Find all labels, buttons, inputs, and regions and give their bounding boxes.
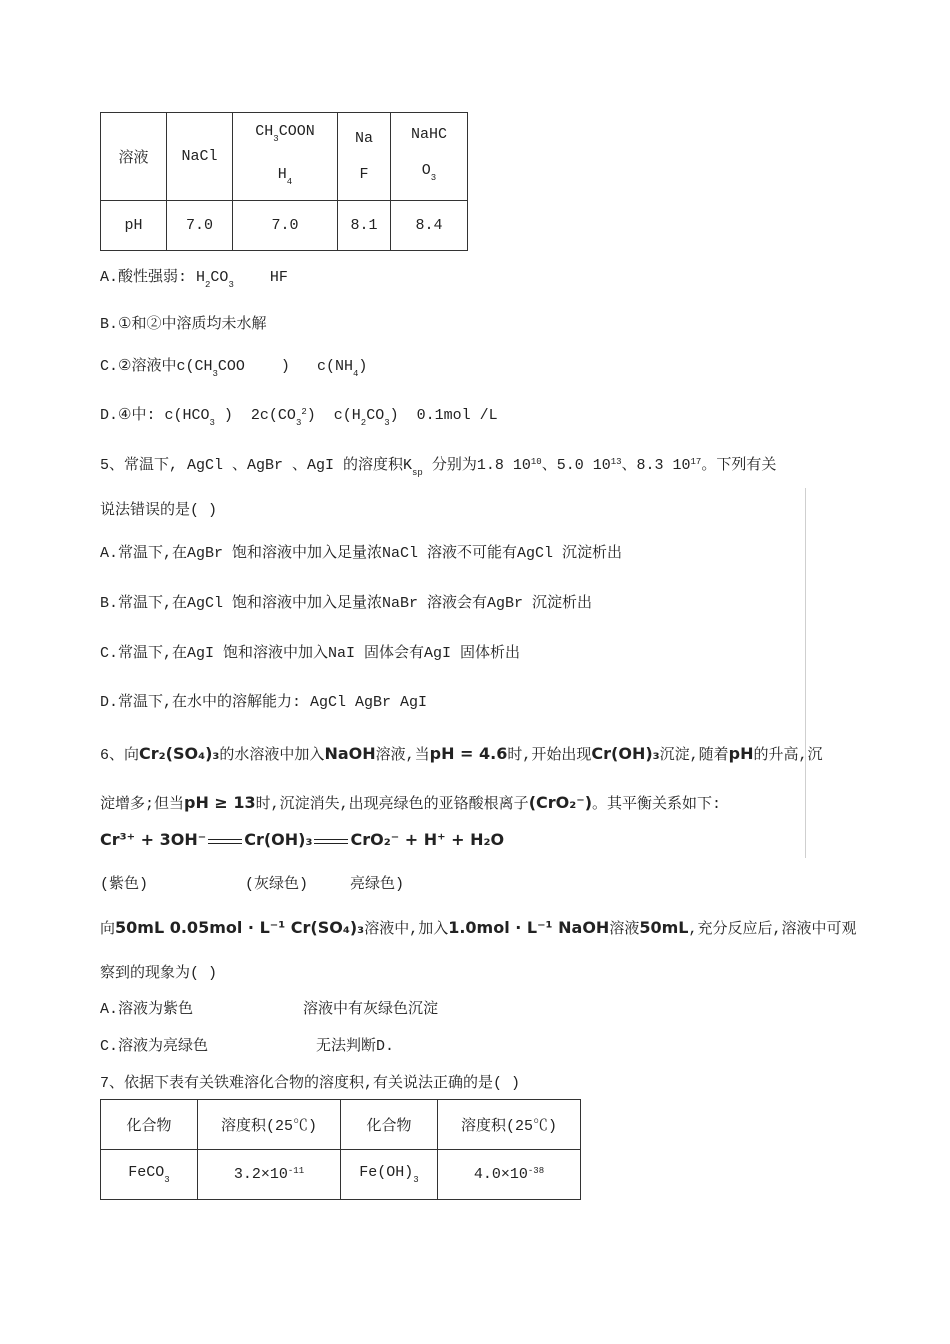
margin-line	[805, 488, 806, 858]
solubility-table	[100, 1099, 581, 1200]
q6-option-d: 无法判断D.	[316, 1038, 395, 1055]
q6-line1: 6、向Cr₂(SO₄)₃的水溶液中加入NaOH溶液,当pH = 4.6时,开始出现Cr(OH)₃沉淀,随着pH的升高,沉	[100, 744, 823, 764]
header-ksp-1: 溶度积(25℃)	[198, 1100, 341, 1150]
q5-option-c: C.常温下,在AgI 饱和溶液中加入NaI 固体会有AgI 固体析出	[100, 645, 521, 662]
q6-option-b: 溶液中有灰绿色沉淀	[303, 1001, 439, 1018]
ph-naf: 8.1	[338, 201, 391, 251]
q6-option-c: C.溶液为亮绿色	[100, 1038, 209, 1055]
q4-option-b: B.①和②中溶质均未水解	[100, 316, 267, 333]
equilibrium-arrow-icon	[314, 837, 348, 845]
header-ksp-2: 溶度积(25℃)	[438, 1100, 581, 1150]
header-ch3coonh4: $CH_3COON$ $H_4$	[233, 113, 338, 201]
q6-line4: 察到的现象为( )	[100, 965, 218, 982]
ph-nacl: 7.0	[167, 201, 233, 251]
q5-option-d: D.常温下,在水中的溶解能力: AgCl AgBr AgI	[100, 694, 428, 711]
color-purple: (紫色)	[100, 876, 149, 893]
q5-stem-line2: 说法错误的是( )	[100, 502, 218, 519]
q6-line2: 淀增多;但当pH ≥ 13时,沉淀消失,出现亮绿色的亚铬酸根离子(CrO₂⁻)。其平衡关系如下:	[100, 793, 722, 813]
q6-equilibrium: Cr³⁺ + 3OH⁻ Cr(OH)₃ CrO₂⁻ + H⁺ + H₂O	[100, 830, 505, 849]
cell-feoh3: $Fe(OH)_3$	[341, 1150, 438, 1200]
equilibrium-arrow-icon	[208, 837, 242, 845]
q5-stem: 5、常温下, AgCl 、AgBr 、AgI 的溶度积$K_{sp}$ 分别为1.8 $10^{10}$、5.0 $10^{13}$、8.3 $10^{17}$。下列有关	[100, 457, 777, 478]
cell-feoh3-ksp: $4.0\times 10^{-38}$	[438, 1150, 581, 1200]
header-compound-2: 化合物	[341, 1100, 438, 1150]
ph-ch3coonh4: 7.0	[233, 201, 338, 251]
q7-stem: 7、依据下表有关铁难溶化合物的溶度积,有关说法正确的是( )	[100, 1075, 521, 1092]
header-solution: 溶液	[101, 113, 167, 201]
header-nahco3: NaHC $O_3$	[391, 113, 468, 201]
q4-option-d: D.④中: $c(HCO_3$ ) $2c(CO_3^2)$ $c(H_2CO_3)$ 0.1mol /L	[100, 407, 498, 428]
ph-nahco3: 8.4	[391, 201, 468, 251]
q5-option-a: A.常温下,在AgBr 饱和溶液中加入足量浓NaCl 溶液不可能有AgCl 沉淀析出	[100, 545, 623, 562]
ph-table	[100, 112, 468, 251]
color-gray-green: (灰绿色)	[245, 876, 309, 893]
header-nacl: NaCl	[167, 113, 233, 201]
q6-option-a: A.溶液为紫色	[100, 1001, 194, 1018]
color-bright-green: 亮绿色)	[350, 876, 405, 893]
q4-option-c: C.②溶液中$c(CH_3COO$ ) $c(NH_4)$	[100, 358, 368, 379]
q4-option-a: A.酸性强弱: $H_2CO_3$ HF	[100, 269, 288, 290]
cell-feco3: FeCO$_3$	[101, 1150, 198, 1200]
header-naf: Na F	[338, 113, 391, 201]
header-compound-1: 化合物	[101, 1100, 198, 1150]
row-label-ph: pH	[101, 201, 167, 251]
q5-option-b: B.常温下,在AgCl 饱和溶液中加入足量浓NaBr 溶液会有AgBr 沉淀析出	[100, 595, 593, 612]
cell-feco3-ksp: $3.2\times 10^{-11}$	[198, 1150, 341, 1200]
q6-line3: 向50mL 0.05mol · L⁻¹ Cr(SO₄)₃溶液中,加入1.0mol · L⁻¹ NaOH溶液50mL,充分反应后,溶液中可观	[100, 918, 857, 938]
